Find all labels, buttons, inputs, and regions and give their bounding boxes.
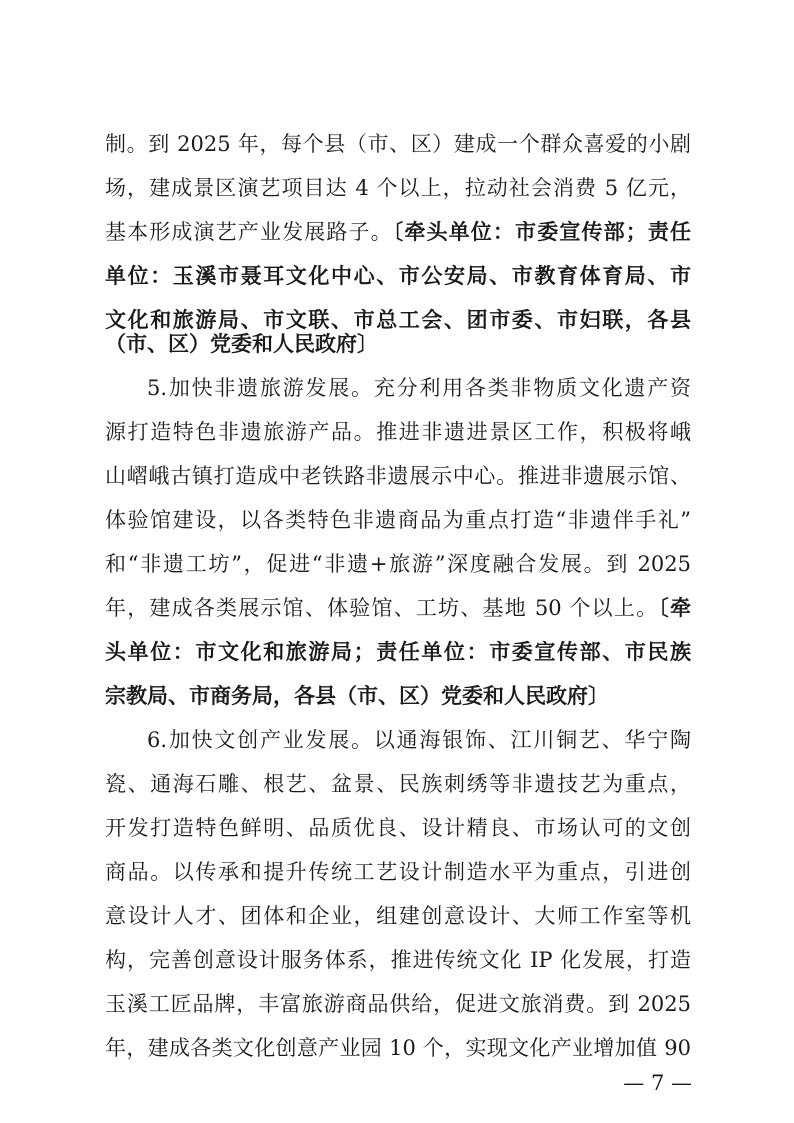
text-run: 制。到 2025 年，每个县（市、区）建成一个群众喜爱的小剧: [105, 132, 691, 156]
text-line: [105, 412, 691, 452]
text-run: 山嶍峨古镇打造成中老铁路非遗展示中心。推进非遗展示馆、: [105, 464, 691, 488]
text-line: [147, 720, 691, 760]
section-heading-text: 5.加快非遗旅游发展。充分利用各类非物质文化遗产资: [147, 376, 691, 400]
text-line: [105, 808, 691, 848]
text-run: 源打造特色非遗旅游产品。推进非遗进景区工作，积极将峨: [105, 420, 691, 444]
text-line: [105, 1028, 691, 1068]
text-run: 场，建成景区演艺项目达 4 个以上，拉动社会消费 5 亿元，: [105, 176, 691, 200]
text-line: [105, 324, 691, 364]
text-line: [105, 256, 691, 296]
text-run: 基本形成演艺产业发展路子。: [105, 220, 393, 244]
text-run: 构，完善创意设计服务体系，推进传统文化 IP 化发展，打造: [105, 948, 691, 972]
text-line: [105, 632, 691, 672]
responsible-units-text: 宗教局、市商务局，各县（市、区）党委和人民政府〕: [105, 683, 609, 708]
section-heading-text: 6.加快文创产业发展。以通海银饰、江川铜艺、华宁陶: [147, 728, 691, 752]
lead-unit-bracket-text: 〔牵: [658, 595, 692, 620]
text-line: [105, 764, 691, 804]
text-line: [105, 852, 691, 892]
text-line: [105, 940, 691, 980]
lead-unit-bracket-text: 〔牵头单位：市委宣传部；责任: [392, 219, 691, 244]
text-line: [105, 544, 691, 584]
text-line: [105, 896, 691, 936]
text-run: 年，建成各类展示馆、体验馆、工坊、基地 50 个以上。: [105, 596, 659, 620]
text-line: [105, 984, 691, 1024]
text-run: 瓷、通海石雕、根艺、盆景、民族刺绣等非遗技艺为重点，: [105, 772, 691, 796]
text-run: 和“非遗工坊”，促进“非遗+旅游”深度融合发展。到 2025: [105, 552, 691, 576]
text-line: [105, 588, 691, 628]
responsible-units-text: 头单位：市文化和旅游局；责任单位：市委宣传部、市民族: [105, 639, 691, 664]
responsible-units-text: 单位：玉溪市聂耳文化中心、市公安局、市教育体育局、市: [105, 263, 691, 288]
text-run: 年，建成各类文化创意产业园 10 个，实现文化产业增加值 90: [105, 1036, 691, 1060]
text-run: 商品。以传承和提升传统工艺设计制造水平为重点，引进创: [105, 860, 691, 884]
text-line: [147, 368, 691, 408]
page-number: — 7 —: [623, 1071, 692, 1095]
responsible-units-text: 文化和旅游局、市文联、市总工会、团市委、市妇联，各县: [105, 307, 691, 332]
text-run: 体验馆建设，以各类特色非遗商品为重点打造“非遗伴手礼”: [105, 508, 691, 532]
responsible-units-text: （市、区）党委和人民政府〕: [105, 331, 378, 356]
text-line: [105, 212, 691, 252]
text-line: [105, 500, 691, 540]
text-run: 开发打造特色鲜明、品质优良、设计精良、市场认可的文创: [105, 816, 691, 840]
text-run: 玉溪工匠品牌，丰富旅游商品供给，促进文旅消费。到 2025: [105, 992, 691, 1016]
text-line: [105, 168, 691, 208]
text-run: 意设计人才、团体和企业，组建创意设计、大师工作室等机: [105, 904, 691, 928]
text-line: [105, 676, 691, 716]
text-line: [105, 124, 691, 164]
text-line: [105, 456, 691, 496]
